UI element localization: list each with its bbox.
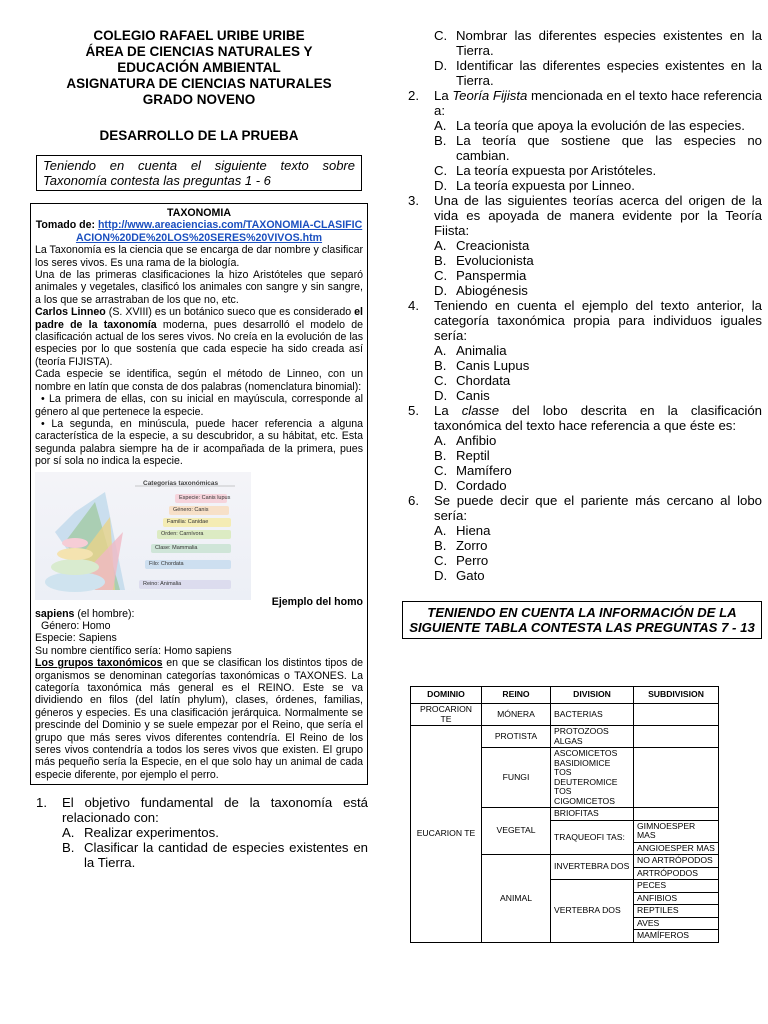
table-instructions: TENIENDO EN CUENTA LA INFORMACIÓN DE LA SIGUIENTE TABLA CONTESTA LAS PREGUNTAS 7 - 13: [402, 601, 762, 639]
header-line: EDUCACIÓN AMBIENTAL: [117, 60, 281, 75]
section-title: DESARROLLO DE LA PRUEBA: [99, 128, 299, 143]
table-cell: NO ARTRÓPODOS: [634, 855, 719, 868]
table-row: [411, 704, 719, 726]
option-letter: C.: [434, 28, 448, 43]
option-letter: B.: [434, 448, 447, 463]
option-letter: B.: [434, 358, 447, 373]
answer-option[interactable]: [434, 433, 762, 448]
option-letter: D.: [434, 478, 448, 493]
option-letter: B.: [434, 253, 447, 268]
option-text: La teoría que apoya la evolución de las especies.: [456, 118, 745, 133]
option-text: Identificar las diferentes especies existentes en la Tierra.: [456, 58, 762, 88]
option-letter: D.: [434, 388, 448, 403]
option-letter: A.: [62, 825, 75, 841]
question-text: del lobo descrita en la clasificación taxonómica del texto hace referencia a que éste es:: [434, 403, 762, 433]
question-text: La: [434, 403, 462, 418]
header-line: ÁREA DE CIENCIAS NATURALES Y: [85, 44, 313, 59]
table-cell: TRAQUEOFI TAS:: [551, 820, 634, 855]
bullet-item: • La segunda, en minúscula, puede hacer referencia a alguna característica de la especie, a su descubridor, a su hábitat, etc. Esta segunda palabra siempre ha de ir acompañada de la primera, pues por sí sola no indica la especie.: [35, 417, 363, 468]
table-cell: BACTERIAS: [551, 704, 634, 726]
answer-option[interactable]: [434, 253, 762, 268]
header-line: ASIGNATURA DE CIENCIAS NATURALES: [66, 76, 332, 91]
image-title: Categorías taxonómicas: [143, 479, 219, 487]
paragraph: Cada especie se identifica, según el método de Linneo, con un nombre en latín que consta de dos palabras (nomenclatura binomial):: [35, 368, 363, 393]
answer-option[interactable]: [434, 133, 762, 163]
question-text: El objetivo fundamental de la taxonomía está relacionado con:: [62, 795, 368, 826]
species-line: Especie: Sapiens: [35, 632, 117, 645]
answer-option[interactable]: [434, 553, 762, 568]
genus-line: Género: Homo: [41, 619, 111, 632]
option-letter: A.: [434, 343, 447, 358]
option-letter: A.: [434, 433, 447, 448]
table-cell: INVERTEBRA DOS: [551, 855, 634, 880]
italic-term: Teoría Fijista: [452, 88, 528, 103]
paragraph: [35, 657, 363, 781]
column-header: DIVISION: [551, 687, 634, 704]
question-number: 6.: [408, 493, 419, 508]
classification-table: [410, 686, 719, 943]
column-header: SUBDIVISION: [634, 687, 719, 704]
taxonomy-image-area: [35, 472, 363, 608]
option-text: Reptil: [456, 448, 490, 463]
question-1: [30, 795, 368, 870]
answer-option[interactable]: [434, 358, 762, 373]
question-text: Se puede decir que el pariente más cercano al lobo sería:: [434, 493, 762, 523]
column-header: REINO: [482, 687, 551, 704]
option-letter: D.: [434, 178, 448, 193]
reading-source: [35, 219, 363, 244]
table-cell: [634, 748, 719, 808]
bold-span: Los grupos taxonómicos: [35, 657, 163, 670]
option-text: Animalia: [456, 343, 507, 358]
table-cell: FUNGI: [482, 748, 551, 808]
paragraph: [35, 306, 363, 368]
option-letter: D.: [434, 283, 448, 298]
question-number: 5.: [408, 403, 419, 418]
question-text: mencionada en el texto hace referencia a:: [434, 88, 762, 118]
question-text: La: [434, 88, 453, 103]
intro-instructions: Teniendo en cuenta el siguiente texto sobre Taxonomía contesta las preguntas 1 - 6: [36, 155, 362, 191]
question-3: [402, 193, 762, 298]
option-text: Anfibio: [456, 433, 497, 448]
table-cell: EUCARION TE: [411, 726, 482, 943]
taxon-level: Reino: Animalia: [139, 580, 231, 589]
paragraph: Una de las primeras clasificaciones la hizo Aristóteles que separó animales y vegetales, clasificó los animales con sangre y sin sangre, a los que se arrastraban de los que no, etc.: [35, 269, 363, 306]
table-cell: VEGETAL: [482, 808, 551, 855]
taxon-level: Clase: Mammalia: [151, 544, 231, 553]
option-letter: C.: [434, 163, 448, 178]
taxon-level: Género: Canis: [169, 506, 229, 515]
table-cell: [634, 704, 719, 726]
option-letter: B.: [62, 840, 75, 856]
question-5: [402, 403, 762, 493]
bold-span: sapiens: [35, 607, 75, 620]
question-6: [402, 493, 762, 583]
option-text: Mamífero: [456, 463, 512, 478]
answer-option[interactable]: [434, 463, 762, 478]
table-cell: [634, 726, 719, 748]
source-label: Tomado de:: [35, 219, 95, 232]
answer-option[interactable]: [434, 118, 762, 133]
table-cell: MAMÍFEROS: [634, 930, 719, 943]
option-letter: C.: [434, 373, 448, 388]
question-number: 4.: [408, 298, 419, 313]
option-text: Realizar experimentos.: [84, 825, 219, 841]
answer-option[interactable]: [434, 448, 762, 463]
option-letter: D.: [434, 568, 448, 583]
table-cell: BRIOFITAS: [551, 808, 634, 821]
option-text: Creacionista: [456, 238, 530, 253]
table-cell: ARTRÓPODOS: [634, 867, 719, 880]
option-text: La teoría expuesta por Aristóteles.: [456, 163, 657, 178]
table-row: [411, 726, 719, 748]
table-cell: PROTISTA: [482, 726, 551, 748]
option-text: Abiogénesis: [456, 283, 528, 298]
table-cell: GIMNOESPER MAS: [634, 820, 719, 842]
left-column: [30, 28, 368, 870]
linneo-name: Carlos Linneo: [35, 306, 106, 319]
option-letter: B.: [434, 538, 447, 553]
taxon-level: Filo: Chordata: [145, 560, 231, 569]
option-text: Perro: [456, 553, 489, 568]
answer-option[interactable]: [434, 238, 762, 253]
table-cell: ANIMAL: [482, 855, 551, 943]
option-letter: B.: [434, 133, 447, 148]
answer-option[interactable]: [434, 28, 762, 58]
taxon-level: Familia: Canidae: [163, 518, 231, 527]
option-letter: C.: [434, 463, 448, 478]
homo-example-label: Ejemplo del homo: [271, 595, 363, 608]
option-text: La teoría expuesta por Linneo.: [456, 178, 635, 193]
text-span: en que se clasifican los distintos tipos de organismos se denominan categorías taxonómicas o TAXONES. La categoría taxonómica más general es el REINO. Este se va dividiendo en filos (del latín phylum), clases, órdenes, familias, géneros y especies. Es una clasificación jerárquica. Normalmente se prescinde del Dominio y se suele empezar por el Reino, que sería el grupo que más seres vivos diferentes contendría. El Reino de los seres vivos contendría a todos los seres vivos que existen. El grupo más pequeño sería la Especie, en el que solo hay un animal de cada especie diferente, por ejemplo el perro.: [35, 657, 363, 781]
table-header-row: [411, 687, 719, 704]
option-letter: A.: [434, 118, 447, 133]
table-cell: MÓNERA: [482, 704, 551, 726]
option-text: Hiena: [456, 523, 491, 538]
bullet-item: • La primera de ellas, con su inicial en mayúscula, corresponde al género al que pertenece la especie.: [35, 393, 363, 418]
taxonomic-categories-image: [35, 472, 251, 600]
table-cell: ASCOMICETOS BASIDIOMICE TOS DEUTEROMICE TOS CIGOMICETOS: [551, 748, 634, 808]
school-header: [30, 28, 368, 108]
option-text: Evolucionista: [456, 253, 534, 268]
option-letter: C.: [434, 553, 448, 568]
answer-option[interactable]: [434, 58, 762, 88]
column-header: DOMINIO: [411, 687, 482, 704]
question-text: Una de las siguientes teorías acerca del origen de la vida es apoyada de manera evidente por la Teoría Fiista:: [434, 193, 762, 238]
option-text: Chordata: [456, 373, 511, 388]
italic-term: classe: [461, 403, 500, 418]
header-line: COLEGIO RAFAEL URIBE URIBE: [93, 28, 305, 43]
reading-box: [30, 203, 368, 785]
option-text: Canis Lupus: [456, 358, 530, 373]
answer-option[interactable]: [434, 268, 762, 283]
question-number: 2.: [408, 88, 419, 103]
option-letter: D.: [434, 58, 448, 73]
table-cell: VERTEBRA DOS: [551, 880, 634, 943]
option-text: La teoría que sostiene que las especies no cambian.: [456, 133, 762, 163]
option-text: Gato: [456, 568, 485, 583]
question-list-right: [402, 28, 762, 583]
answer-option[interactable]: [434, 283, 762, 298]
option-text: Clasificar la cantidad de especies existentes en la Tierra.: [84, 840, 368, 871]
option-text: Panspermia: [456, 268, 527, 283]
table-cell: ANFIBIOS: [634, 892, 719, 905]
header-line: GRADO NOVENO: [142, 92, 256, 107]
answer-option[interactable]: [434, 478, 762, 493]
option-text: Zorro: [456, 538, 488, 553]
option-letter: A.: [434, 238, 447, 253]
table-cell: AVES: [634, 917, 719, 930]
table-cell: PROCARION TE: [411, 704, 482, 726]
question-number: 1.: [36, 795, 47, 811]
option-text: Cordado: [456, 478, 507, 493]
answer-option[interactable]: [434, 163, 762, 178]
answer-option[interactable]: [62, 840, 368, 870]
right-column: [402, 28, 762, 639]
answer-option[interactable]: [434, 343, 762, 358]
table-cell: [634, 808, 719, 821]
answer-option[interactable]: [434, 568, 762, 583]
reading-title: TAXONOMIA: [167, 207, 231, 219]
option-text: Canis: [456, 388, 490, 403]
question-4: [402, 298, 762, 403]
table-cell: REPTILES: [634, 905, 719, 918]
bold-span: el padre de la taxonomía: [35, 306, 363, 331]
answer-option[interactable]: [434, 388, 762, 403]
scientific-name-line: Su nombre científico sería: Homo sapiens: [35, 644, 232, 657]
answer-option[interactable]: [434, 178, 762, 193]
answer-option[interactable]: [434, 523, 762, 538]
text-span: moderna, pues desarrolló el modelo de clasificación actual de los seres vivos. No creía en la evolución de las especies por lo que sostenía que cada especie ha sido creada así (teoría FIJISTA).: [35, 318, 364, 368]
text-span: (el hombre):: [74, 607, 135, 620]
question-list-left: [30, 795, 368, 870]
taxon-level: Orden: Carnívora: [157, 530, 231, 539]
question-1-continued: [402, 28, 762, 88]
answer-option[interactable]: [434, 373, 762, 388]
paragraph: [35, 608, 363, 620]
taxon-level: Especie: Canis lupus: [175, 494, 227, 503]
table-cell: PROTOZOOS ALGAS: [551, 726, 634, 748]
question-number: 3.: [408, 193, 419, 208]
option-text: Nombrar las diferentes especies existentes en la Tierra.: [456, 28, 762, 58]
table-cell: PECES: [634, 880, 719, 893]
option-letter: C.: [434, 268, 448, 283]
question-2: [402, 88, 762, 193]
text-span: (S. XVIII) es un botánico sueco que es considerado: [105, 306, 355, 319]
paragraph: La Taxonomía es la ciencia que se encarga de dar nombre y clasificar los seres vivos. Es una rama de la biología.: [35, 244, 363, 269]
answer-option[interactable]: [62, 825, 368, 840]
question-text: Teniendo en cuenta el ejemplo del texto anterior, la categoría taxonómica propia para individuos iguales sería:: [434, 298, 762, 343]
table-cell: ANGIOESPER MAS: [634, 842, 719, 855]
answer-option[interactable]: [434, 538, 762, 553]
option-letter: A.: [434, 523, 447, 538]
source-link[interactable]: http://www.areaciencias.com/TAXONOMIA-CLASIFICACION%20DE%20LOS%20SERES%20VIVOS.htm: [75, 219, 363, 244]
